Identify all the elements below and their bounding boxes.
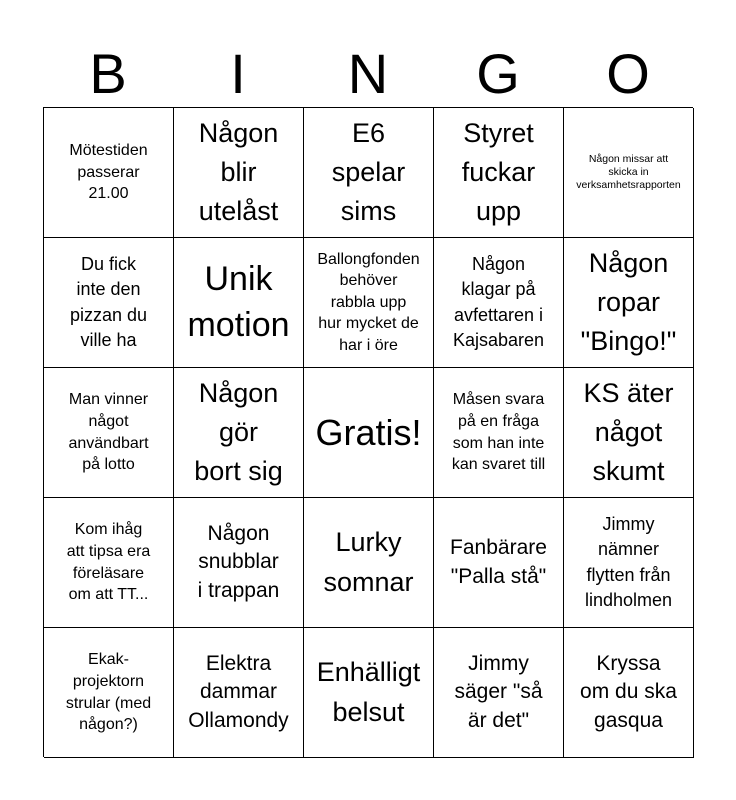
bingo-cell-r3c5[interactable]	[564, 368, 694, 498]
bingo-cell-r5c2[interactable]	[174, 628, 304, 758]
bingo-cell-r4c4[interactable]	[434, 498, 564, 628]
cell-text: Elektra dammar Ollamondy	[188, 651, 289, 732]
header-letter-b: B	[89, 42, 127, 105]
header-letter-o: O	[606, 42, 650, 105]
cell-text: Gratis!	[315, 411, 422, 453]
bingo-cell-r2c3[interactable]	[304, 238, 434, 368]
bingo-cell-r4c5[interactable]	[564, 498, 694, 628]
cell-text: Någon blir utelåst	[198, 117, 279, 227]
header-letter-g: G	[476, 42, 520, 105]
cell-text: E6 spelar sims	[331, 117, 406, 227]
bingo-cell-r2c5[interactable]	[564, 238, 694, 368]
bingo-cell-r3c2[interactable]	[174, 368, 304, 498]
bingo-cell-r3c3[interactable]	[304, 368, 434, 498]
cell-text: KS äter något skumt	[583, 377, 674, 487]
cell-text: Någon klagar på avfettaren i Kajsabaren	[452, 254, 545, 350]
cell-text: Lurky somnar	[323, 527, 414, 597]
bingo-cell-r4c1[interactable]	[44, 498, 174, 628]
cell-text: Kryssa om du ska gasqua	[580, 651, 677, 732]
cell-text: Fanbärare "Palla stå"	[450, 536, 547, 588]
header-letter-n: N	[347, 42, 389, 105]
bingo-header	[43, 40, 693, 108]
bingo-cell-r4c2[interactable]	[174, 498, 304, 628]
bingo-cell-r3c1[interactable]	[44, 368, 174, 498]
cell-text: Ballongfonden behöver rabbla upp hur mycket de har i öre	[317, 250, 420, 354]
cell-text: Mötestiden passerar 21.00	[69, 142, 148, 203]
header-letter-i: I	[230, 42, 246, 105]
bingo-grid	[43, 107, 693, 757]
cell-text: Man vinner något användbart på lotto	[68, 391, 149, 474]
bingo-cell-r5c3[interactable]	[304, 628, 434, 758]
cell-text: Jimmy nämner flytten från lindholmen	[584, 514, 673, 610]
cell-text: Någon ropar "Bingo!"	[580, 247, 677, 357]
cell-text: Enhälligt belsut	[316, 657, 421, 727]
cell-text: Unik motion	[187, 259, 290, 344]
cell-text: Måsen svara på en fråga som han inte kan svaret till	[451, 391, 546, 474]
bingo-cell-r4c3[interactable]	[304, 498, 434, 628]
cell-text: Jimmy säger "så är det"	[454, 651, 543, 732]
bingo-cell-r1c2[interactable]	[174, 108, 304, 238]
bingo-cell-r2c1[interactable]	[44, 238, 174, 368]
bingo-cell-r1c1[interactable]	[44, 108, 174, 238]
cell-text: Styret fuckar upp	[461, 117, 536, 227]
bingo-cell-r5c4[interactable]	[434, 628, 564, 758]
bingo-cell-r5c5[interactable]	[564, 628, 694, 758]
bingo-cell-r1c4[interactable]	[434, 108, 564, 238]
bingo-cell-r1c5[interactable]	[564, 108, 694, 238]
bingo-cell-r3c4[interactable]	[434, 368, 564, 498]
bingo-cell-r2c4[interactable]	[434, 238, 564, 368]
cell-text: Någon snubblar i trappan	[197, 521, 280, 602]
cell-text: Någon gör bort sig	[194, 377, 283, 487]
cell-text: Du fick inte den pizzan du ville ha	[69, 254, 148, 350]
bingo-cell-r5c1[interactable]	[44, 628, 174, 758]
cell-text: Ekak- projektorn strular (med någon?)	[65, 651, 152, 734]
cell-text: Någon missar att skicka in verksamhetsrapporten	[576, 152, 681, 192]
bingo-cell-r2c2[interactable]	[174, 238, 304, 368]
cell-text: Kom ihåg att tipsa era föreläsare om att TT...	[66, 521, 151, 604]
bingo-cell-r1c3[interactable]	[304, 108, 434, 238]
